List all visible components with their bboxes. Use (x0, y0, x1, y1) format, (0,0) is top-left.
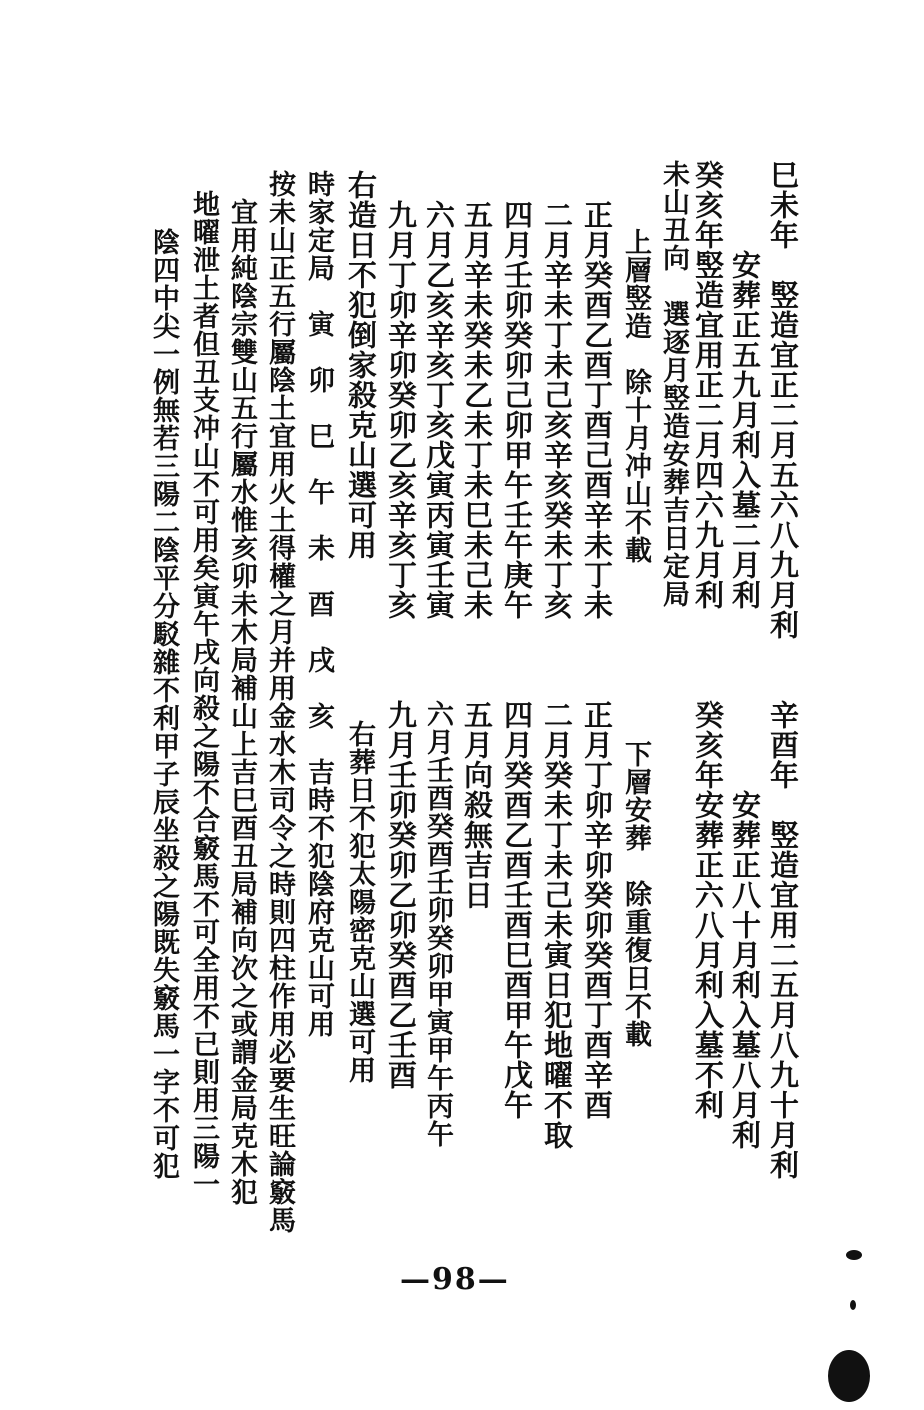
text-column: 四月癸酉乙酉壬酉巳酉甲午戊午 (500, 700, 534, 1120)
text-column: 正月丁卯辛卯癸卯癸酉丁酉辛酉 (580, 700, 614, 1120)
scan-speck (828, 1350, 870, 1402)
text-column: 巳未年 竪造宜正二月五六八九月利 (766, 160, 800, 640)
text-column: 癸亥年安葬正六八月利入墓不利 (691, 700, 725, 1120)
text-column: 正月癸酉乙酉丁酉己酉辛未丁未 (580, 200, 614, 620)
text-column: 安葬正八十月利入墓八月利 (728, 700, 762, 1150)
text-column: 右葬日不犯太陽密克山選可用 (344, 720, 375, 1084)
text-column: 陰四中尖一例無若三陽二陰平分駁雜不利甲子辰坐殺之陽既失竅馬一字不可犯 (148, 200, 179, 1180)
text-column: 按未山正五行屬陰土宜用火土得權之月并用金水木司令之時則四柱作用必要生旺論竅馬 (264, 170, 295, 1234)
text-column: 九月丁卯辛卯癸卯乙亥辛亥丁亥 (384, 200, 418, 620)
text-column: 右造日不犯倒家殺克山選可用 (344, 170, 378, 560)
text-column: 五月辛未癸未乙未丁未巳未己未 (460, 200, 494, 620)
text-column: 六月乙亥辛亥丁亥戊寅丙寅壬寅 (422, 200, 456, 620)
text-column: 二月癸未丁未己未寅日犯地曜不取 (540, 700, 574, 1150)
scan-speck (850, 1300, 856, 1310)
text-column: 四月壬卯癸卯己卯甲午壬午庚午 (500, 200, 534, 620)
section-heading: 上層竪造 除十月冲山不載 (620, 200, 651, 564)
text-column: 癸亥年竪造宜用正二月四六九月利 (691, 160, 725, 610)
text-column: 九月壬卯癸卯乙卯癸酉乙壬酉 (384, 700, 418, 1090)
text-column: 六月壬酉癸酉壬卯癸卯甲寅甲午丙午 (422, 700, 453, 1148)
text-column: 未山丑向 選逐月竪造安葬吉日定局 (658, 160, 689, 608)
text-column: 安葬正五九月利入墓二月利 (728, 160, 762, 610)
scan-speck (846, 1250, 862, 1260)
text-column: 五月向殺無吉日 (460, 700, 494, 910)
text-column: 時家定局 寅 卯 巳 午 未 酉 戌 亥 吉時不犯陰府克山可用 (303, 170, 334, 1038)
page-number: —98— (400, 1262, 510, 1297)
text-column: 地曜泄土者但丑支冲山不可用矣寅午戌向殺之陽不合竅馬不可全用不已則用三陽一 (188, 190, 219, 1198)
text-column: 辛酉年 竪造宜用二五月八九十月利 (766, 700, 800, 1180)
section-heading: 下層安葬 除重復日不載 (620, 740, 651, 1048)
text-column: 二月辛未丁未己亥辛亥癸未丁亥 (540, 200, 574, 620)
text-column: 宜用純陰宗雙山五行屬水惟亥卯未木局補山上吉巳酉丑局補向次之或謂金局克木犯 (226, 170, 257, 1206)
